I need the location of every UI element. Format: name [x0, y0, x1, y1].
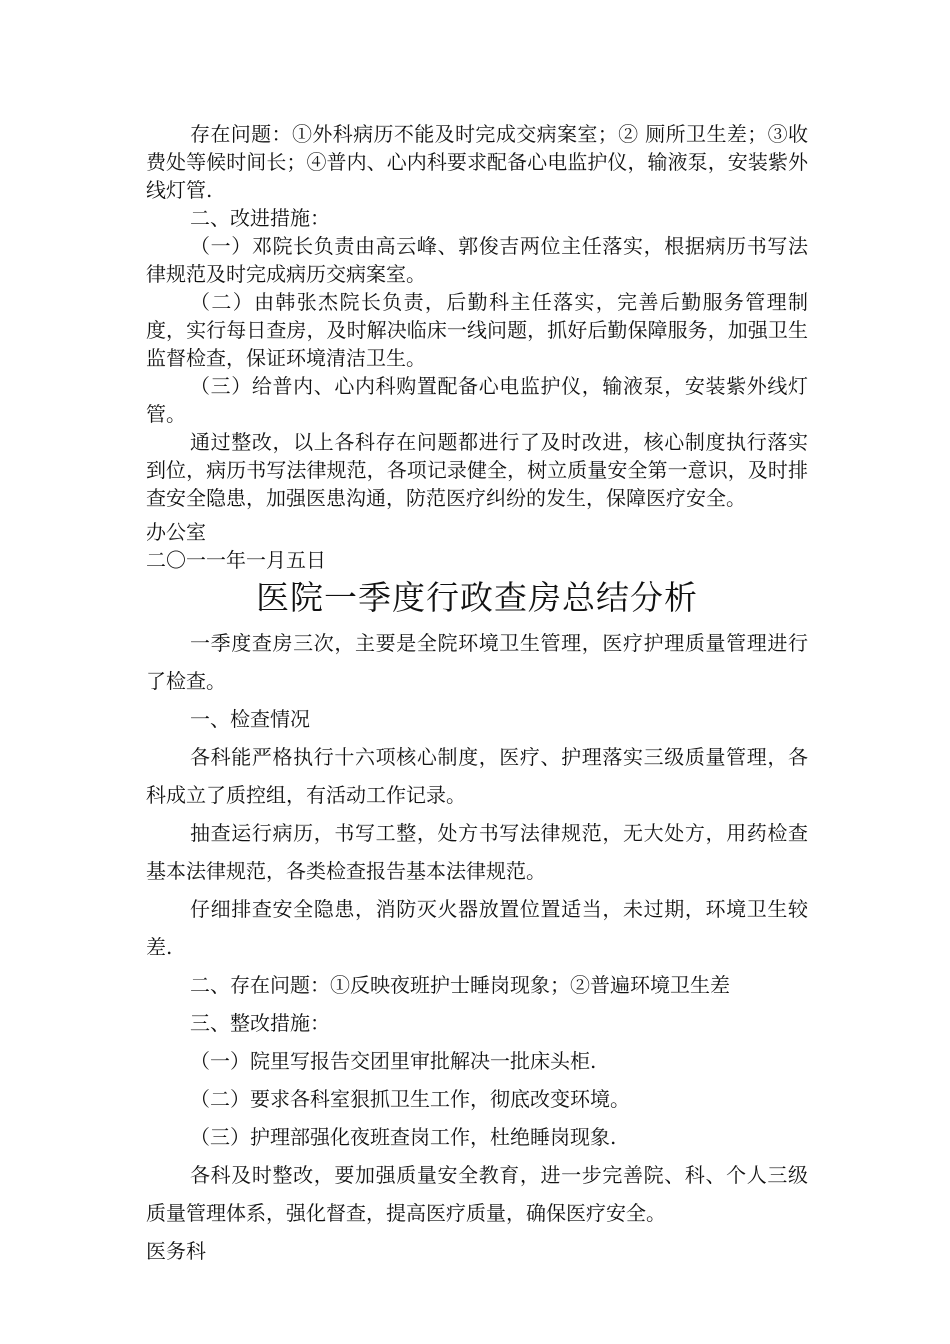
improvement-heading: 二、改进措施： — [190, 206, 330, 230]
conclusion-paragraph: 通过整改，以上各科存在问题都进行了及时改进，核心制度执行落实到位，病历书写法律规范，各项记录健全，树立质量安全第一意识，及时排查安全隐患，加强医患沟通，防范医疗纠纷的发生，保障医疗安全。 — [146, 430, 808, 510]
rectification-item-1: （一）院里写报告交团里审批解决一批床头柜. — [190, 1049, 597, 1073]
inspection-paragraph-1: 各科能严格执行十六项核心制度，医疗、护理落实三级质量管理，各科成立了质控组，有活动工作记录。 — [146, 745, 808, 807]
problems-paragraph: 存在问题：①外科病历不能及时完成交病案室；② 厕所卫生差；③收费处等候时间长；④普内、心内科要求配备心电监护仪，输液泵，安装紫外线灯管. — [146, 122, 808, 202]
inspection-paragraph-2: 抽查运行病历，书写工整，处方书写法律规范，无大处方，用药检查基本法律规范，各类检查报告基本法律规范。 — [146, 821, 808, 883]
signature-date: 二〇一一年一月五日 — [146, 548, 326, 572]
document-page — [146, 120, 808, 1270]
inspection-heading: 一、检查情况 — [190, 707, 310, 731]
measure-item-2: （二）由韩张杰院长负责，后勤科主任落实，完善后勤服务管理制度，实行每日查房，及时解决临床一线问题，抓好后勤保障服务，加强卫生监督检查，保证环境清洁卫生。 — [146, 290, 808, 370]
inspection-paragraph-3: 仔细排查安全隐患，消防灭火器放置位置适当，未过期，环境卫生较差. — [146, 897, 808, 959]
problems-heading: 二、存在问题：①反映夜班护士睡岗现象；②普遍环境卫生差 — [190, 973, 730, 997]
rectification-item-2: （二）要求各科室狠抓卫生工作，彻底改变环境。 — [190, 1087, 630, 1111]
closing-paragraph: 各科及时整改，要加强质量安全教育，进一步完善院、科、个人三级质量管理体系，强化督查，提高医疗质量，确保医疗安全。 — [146, 1163, 808, 1225]
previous-report-section — [146, 120, 808, 574]
intro-paragraph: 一季度查房三次，主要是全院环境卫生管理，医疗护理质量管理进行了检查。 — [146, 631, 808, 693]
rectification-heading: 三、整改措施： — [190, 1011, 330, 1035]
report-title: 医院一季度行政查房总结分析 — [256, 578, 698, 617]
measure-item-1: （一）邓院长负责由高云峰、郭俊吉两位主任落实，根据病历书写法律规范及时完成病历交病案室。 — [146, 234, 808, 286]
signature-office: 办公室 — [146, 520, 206, 544]
quarterly-report-section — [146, 624, 808, 1270]
signature-department: 医务科 — [146, 1239, 206, 1263]
measure-item-3: （三）给普内、心内科购置配备心电监护仪，输液泵，安装紫外线灯管。 — [146, 374, 808, 426]
rectification-item-3: （三）护理部强化夜班查岗工作，杜绝睡岗现象. — [190, 1125, 617, 1149]
